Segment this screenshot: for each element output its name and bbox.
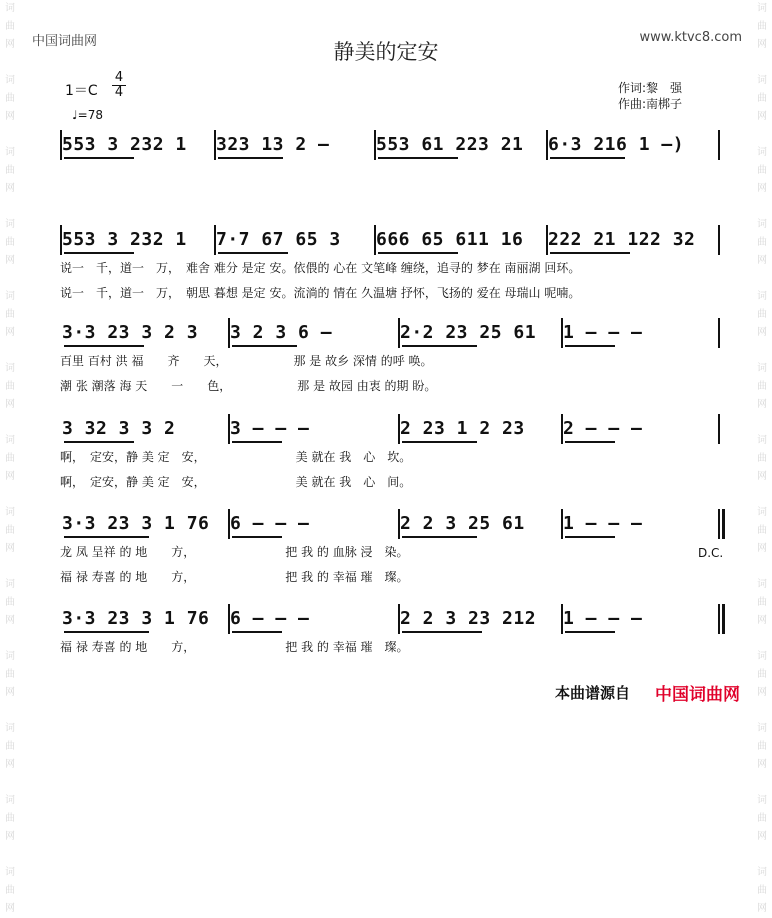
dc-mark: D.C. <box>698 546 724 560</box>
time-signature-top: 4 <box>114 70 124 85</box>
tempo-mark: ♩=78 <box>72 108 103 122</box>
barline <box>228 414 230 444</box>
measure-r5-m3: 2 2 3 25 61 <box>400 513 525 534</box>
measure-r6-m2: 6 – – – <box>230 608 310 629</box>
left-watermark-strip: 词 曲 网 词 曲 网 词 曲 网 词 曲 网 词 曲 网 词 曲 网 词 曲 网 词 曲 网 词 曲 网 词 曲 网 词 曲 网 词 曲 网 词 曲 网 <box>5 3 15 914</box>
beam-line <box>232 536 282 538</box>
lyric-line: 福 禄 寿喜 的 地 方， 把 我 的 幸福 璀 璨。 <box>60 640 409 654</box>
measure-r6-m4: 1 – – – <box>563 608 643 629</box>
key-signature: 1＝C <box>65 83 98 99</box>
barline <box>718 130 720 160</box>
beam-line <box>218 252 288 254</box>
measure-r1-m3: 553 61 223 21 <box>376 134 524 155</box>
measure-r3-m1: 3·3 23 3 2 3 <box>62 322 199 343</box>
barline <box>374 130 376 160</box>
barline <box>718 509 720 539</box>
beam-line <box>402 631 482 633</box>
measure-r2-m2: 7·7 67 65 3 <box>216 229 341 250</box>
barline <box>718 318 720 348</box>
lyric-line: 啊， 定安，静 美 定 安， 美 就在 我 心 坎。 <box>60 450 412 464</box>
barline <box>398 509 400 539</box>
measure-r1-m1: 553 3 232 1 <box>62 134 187 155</box>
lyric-line: 啊， 定安，静 美 定 安， 美 就在 我 心 间。 <box>60 475 412 489</box>
barline <box>398 414 400 444</box>
beam-line <box>64 345 144 347</box>
beam-line <box>232 631 282 633</box>
barline <box>561 318 563 348</box>
beam-line <box>565 631 615 633</box>
barline <box>546 130 548 160</box>
credits <box>618 80 682 112</box>
beam-line <box>550 157 625 159</box>
beam-line <box>232 345 297 347</box>
footer-source-site[interactable]: 中国词曲网 <box>655 685 740 705</box>
beam-line <box>378 157 458 159</box>
barline <box>398 604 400 634</box>
barline <box>718 604 720 634</box>
measure-r1-m2: 323 13 2 – <box>216 134 330 155</box>
measure-r1-m4: 6·3 216 1 –) <box>548 134 685 155</box>
measure-r6-m1: 3·3 23 3 1 76 <box>62 608 210 629</box>
lyricist: 作词:黎 强 <box>618 81 683 95</box>
barline <box>398 318 400 348</box>
measure-r5-m1: 3·3 23 3 1 76 <box>62 513 210 534</box>
measure-r3-m3: 2·2 23 25 61 <box>400 322 537 343</box>
measure-r5-m2: 6 – – – <box>230 513 310 534</box>
beam-line <box>550 252 630 254</box>
barline <box>546 225 548 255</box>
measure-r3-m4: 1 – – – <box>563 322 643 343</box>
barline <box>561 414 563 444</box>
final-barline <box>722 509 725 539</box>
barline <box>60 130 62 160</box>
final-barline <box>722 604 725 634</box>
beam-line <box>402 441 477 443</box>
barline <box>214 225 216 255</box>
beam-line <box>64 631 149 633</box>
barline <box>228 318 230 348</box>
footer-source-label: 本曲谱源自 <box>554 684 630 702</box>
beam-line <box>565 536 615 538</box>
composer: 作曲:南梆子 <box>618 97 683 111</box>
beam-line <box>64 441 134 443</box>
measure-r4-m2: 3 – – – <box>230 418 310 439</box>
lyric-line: 百里 百村 洪 福 齐 天， 那 是 故乡 深情 的呼 唤。 <box>60 354 433 368</box>
measure-r5-m4: 1 – – – <box>563 513 643 534</box>
beam-line <box>402 345 477 347</box>
measure-r4-m4: 2 – – – <box>563 418 643 439</box>
measure-r3-m2: 3 2 3 6 – <box>230 322 333 343</box>
beam-line <box>64 536 149 538</box>
barline <box>228 604 230 634</box>
lyric-line: 说一 千，道一 万， 朝思 暮想 是定 安。流淌的 情在 久温塘 抒怀，飞扬的 爱在 母瑞山 呢喃。 <box>60 286 581 300</box>
barline <box>561 509 563 539</box>
barline <box>374 225 376 255</box>
beam-line <box>378 252 458 254</box>
lyric-line: 福 禄 寿喜 的 地 方， 把 我 的 幸福 璀 璨。 <box>60 570 409 584</box>
measure-r2-m4: 222 21 122 32 <box>548 229 696 250</box>
barline <box>214 130 216 160</box>
lyric-line: 说一 千，道一 万， 难舍 难分 是定 安。依偎的 心在 文笔峰 缠绕，追寻的 梦在 南丽湖 回环。 <box>60 261 581 275</box>
barline <box>228 509 230 539</box>
measure-r4-m1: 3 32 3 3 2 <box>62 418 176 439</box>
beam-line <box>565 441 615 443</box>
barline <box>718 414 720 444</box>
measure-r4-m3: 2 23 1 2 23 <box>400 418 525 439</box>
beam-line <box>64 252 134 254</box>
site-name-left[interactable]: 中国词曲网 <box>32 34 98 49</box>
beam-line <box>565 345 615 347</box>
lyric-line: 潮 张 潮落 海 天 一 色， 那 是 故园 由衷 的期 盼。 <box>60 379 437 393</box>
time-signature <box>112 71 126 100</box>
beam-line <box>402 536 477 538</box>
beam-line <box>232 441 282 443</box>
measure-r6-m3: 2 2 3 23 212 <box>400 608 537 629</box>
beam-line <box>218 157 283 159</box>
barline <box>718 225 720 255</box>
lyric-line: 龙 凤 呈祥 的 地 方， 把 我 的 血脉 浸 染。 <box>60 545 409 559</box>
barline <box>561 604 563 634</box>
song-title: 静美的定安 <box>333 40 439 64</box>
time-signature-bottom: 4 <box>112 85 126 100</box>
measure-r2-m3: 666 65 611 16 <box>376 229 524 250</box>
measure-r2-m1: 553 3 232 1 <box>62 229 187 250</box>
site-url-right[interactable]: www.ktvc8.com <box>639 30 742 45</box>
beam-line <box>64 157 134 159</box>
barline <box>60 225 62 255</box>
right-watermark-strip: 词 曲 网 词 曲 网 词 曲 网 词 曲 网 词 曲 网 词 曲 网 词 曲 网 词 曲 网 词 曲 网 词 曲 网 词 曲 网 词 曲 网 词 曲 网 <box>757 3 767 914</box>
